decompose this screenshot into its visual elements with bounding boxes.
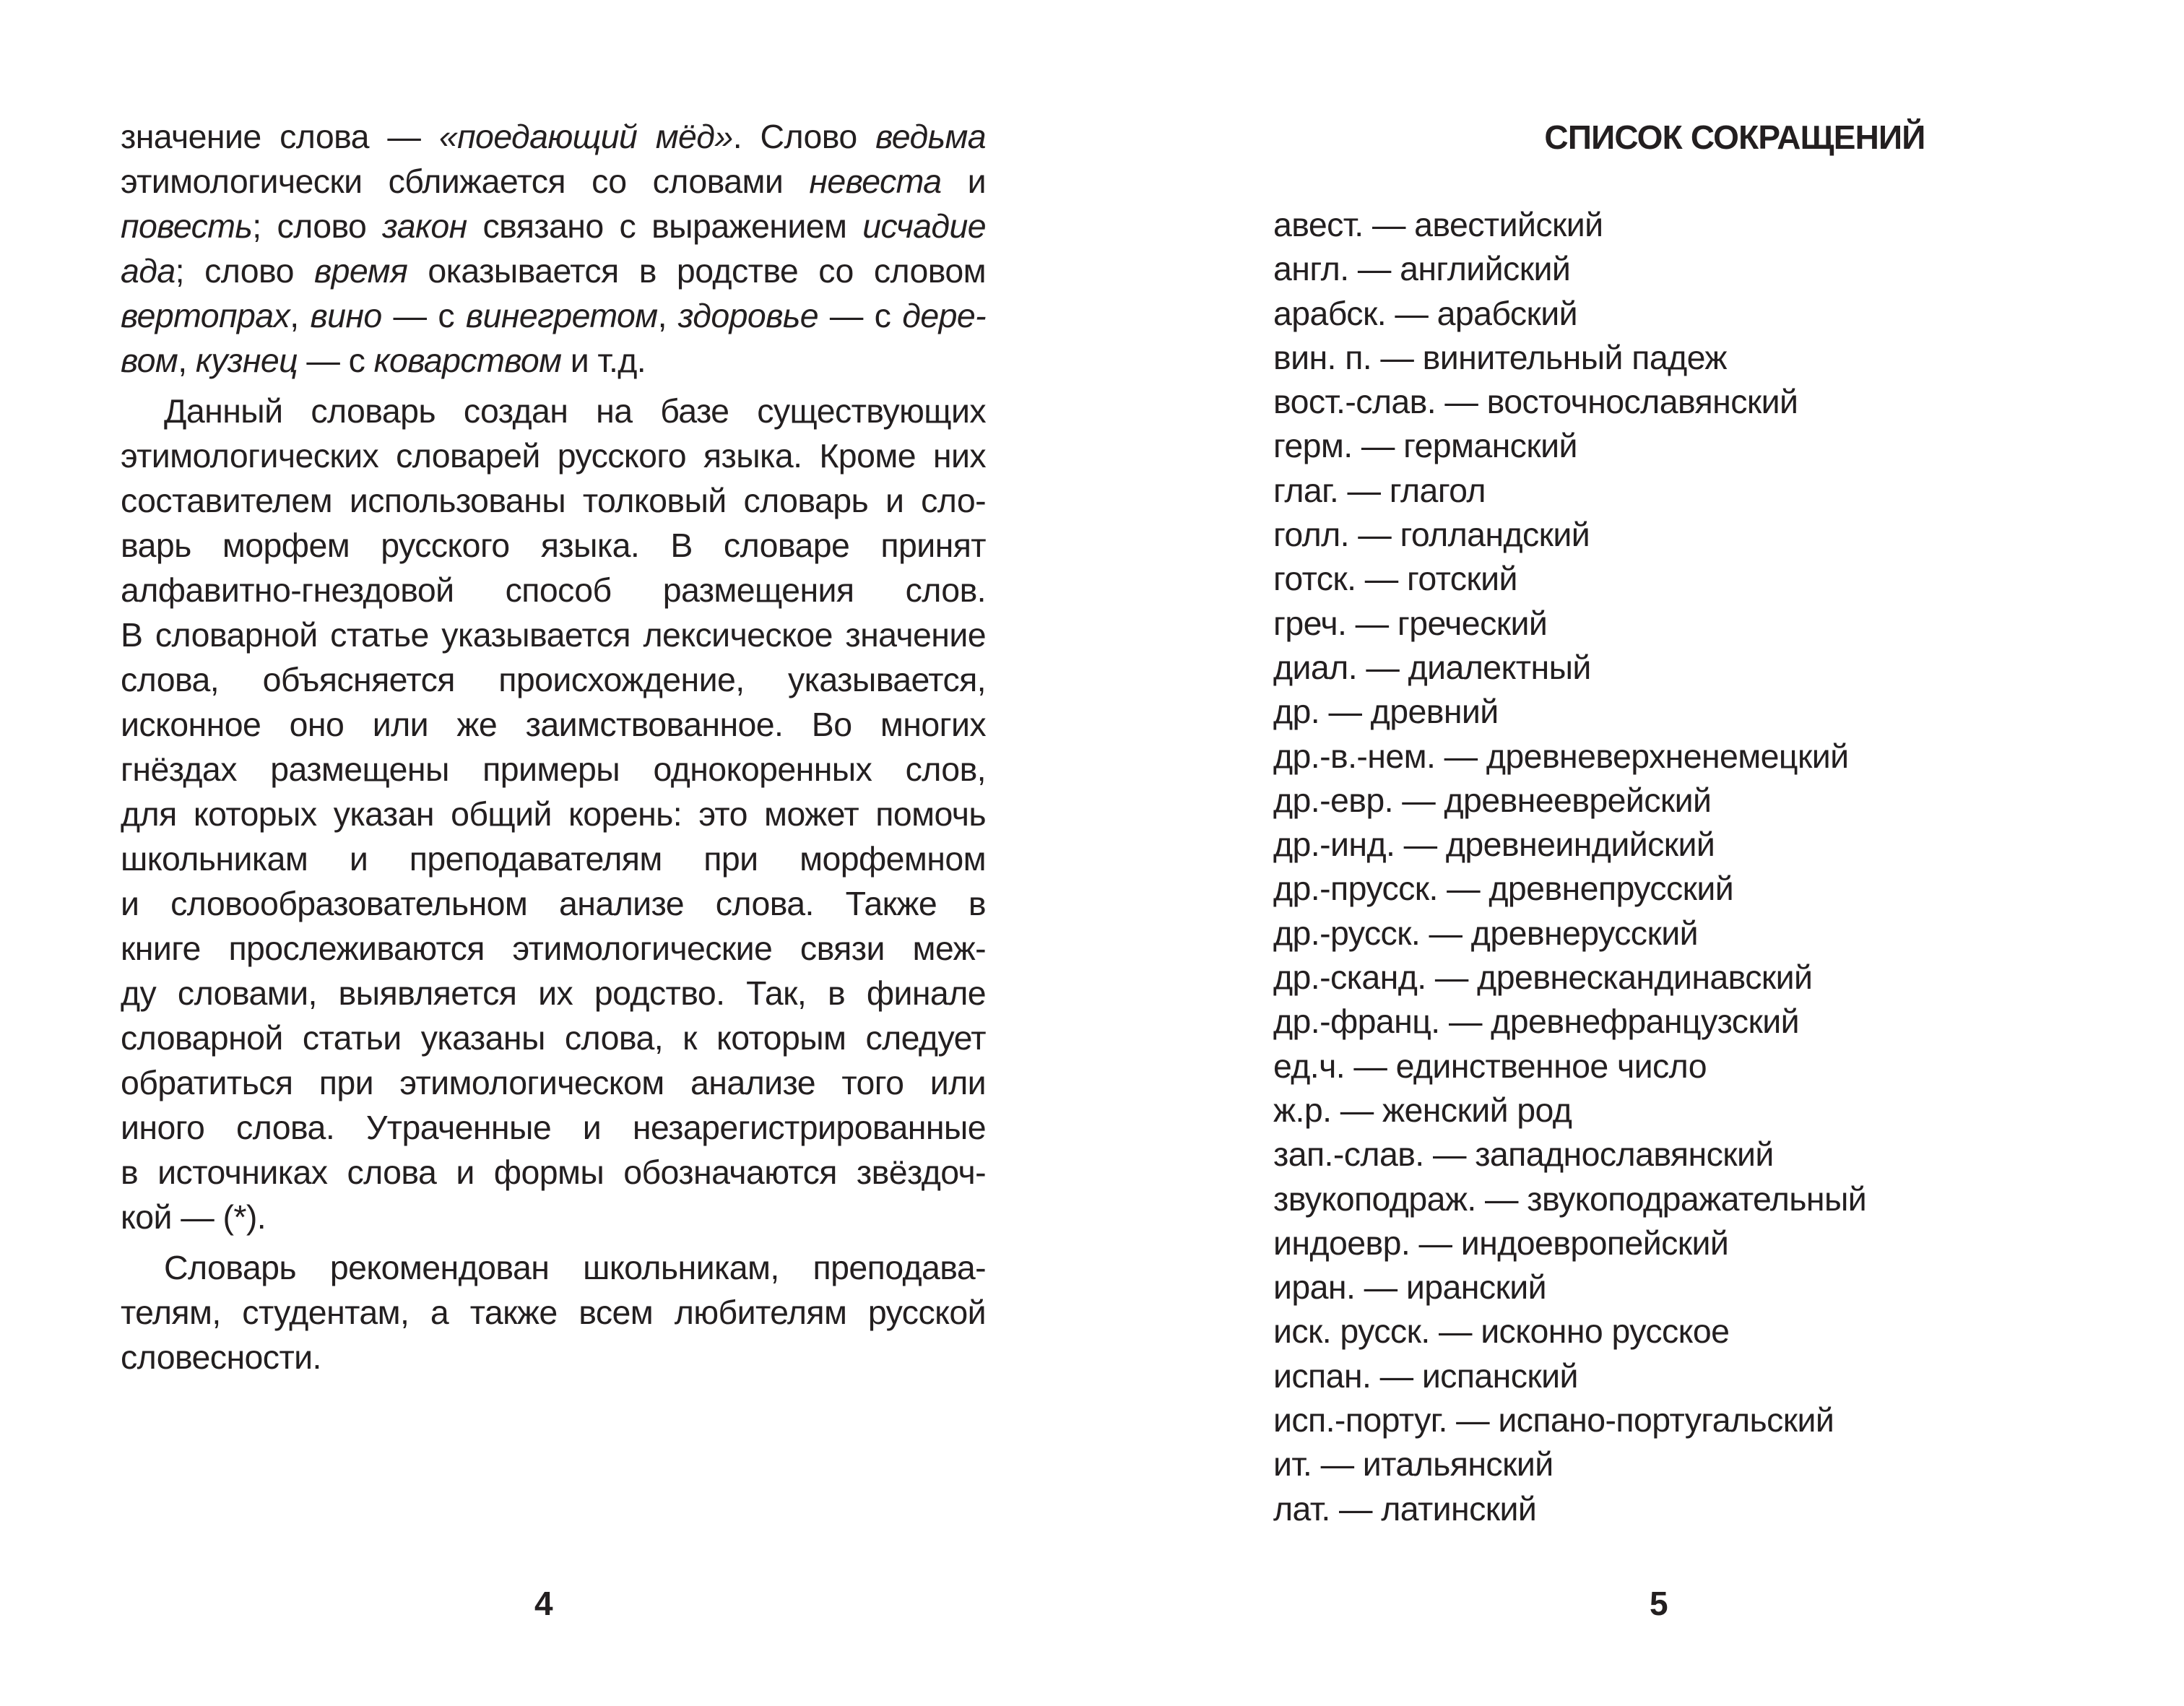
text-run: в источниках слова и формы обозначаются звёздоч- bbox=[121, 1153, 986, 1191]
abbreviation-item bbox=[1273, 1133, 1866, 1177]
abbreviation-item bbox=[1273, 1044, 1866, 1088]
abbreviation: ед.ч. bbox=[1273, 1047, 1346, 1085]
abbreviation-item bbox=[1273, 424, 1866, 468]
abbreviation-item bbox=[1273, 646, 1866, 690]
abbreviation: зап.-слав. bbox=[1273, 1135, 1424, 1174]
text-line bbox=[121, 1105, 986, 1150]
abbreviation: диал. bbox=[1273, 648, 1358, 686]
abbreviation-meaning: винительный падеж bbox=[1422, 338, 1727, 376]
abbreviation-item bbox=[1273, 735, 1866, 779]
text-run: книге прослеживаются этимологические связи меж- bbox=[121, 930, 986, 967]
abbreviation-meaning: глагол bbox=[1389, 471, 1486, 509]
text-run: составителем использованы толковый словарь и сло- bbox=[121, 482, 986, 519]
abbreviation-item bbox=[1273, 912, 1866, 956]
page-number-right: 5 bbox=[1650, 1585, 1668, 1622]
abbreviation: голл. bbox=[1273, 516, 1349, 554]
abbreviation-item bbox=[1273, 867, 1866, 911]
text-run: и bbox=[941, 163, 986, 200]
text-run: , bbox=[290, 297, 311, 334]
abbreviation-meaning: индоевропейский bbox=[1460, 1224, 1729, 1262]
abbreviation-meaning: древнееврейский bbox=[1444, 781, 1712, 819]
abbreviation: англ. bbox=[1273, 250, 1349, 288]
abbreviation: ж.р. bbox=[1273, 1091, 1332, 1129]
abbreviations-title: СПИСОК СОКРАЩЕНИЙ bbox=[1544, 118, 1925, 156]
text-line bbox=[121, 657, 986, 702]
abbreviation-meaning: испано-португальский bbox=[1498, 1401, 1834, 1439]
abbreviation-item bbox=[1273, 380, 1866, 424]
dash-separator: — bbox=[1371, 1356, 1422, 1395]
abbreviation: авест. bbox=[1273, 206, 1364, 243]
abbreviation-meaning: древнерусский bbox=[1470, 914, 1698, 952]
abbreviation-meaning: испанский bbox=[1421, 1356, 1578, 1395]
abbreviation: арабск. bbox=[1273, 294, 1387, 332]
abbreviation-item bbox=[1273, 1487, 1866, 1531]
abbreviation-meaning: германский bbox=[1403, 427, 1577, 465]
text-run: исконное оно или же заимствованное. Во многих bbox=[121, 706, 986, 743]
text-run: Словарь рекомендован школьникам, преподава- bbox=[164, 1249, 986, 1286]
dash-separator: — bbox=[1345, 1047, 1396, 1085]
text-run: кой — (*). bbox=[121, 1198, 266, 1236]
italic-term: ада bbox=[121, 252, 176, 290]
abbreviation: лат. bbox=[1273, 1489, 1330, 1528]
page-number-left: 4 bbox=[534, 1585, 553, 1622]
text-line bbox=[121, 1245, 986, 1290]
dash-separator: — bbox=[1356, 560, 1408, 598]
text-run: и т.д. bbox=[561, 342, 646, 379]
text-run: этимологических словарей русского языка. Кроме них bbox=[121, 437, 986, 475]
abbreviation-item bbox=[1273, 1000, 1866, 1044]
italic-term: вом bbox=[121, 342, 178, 379]
abbreviation-meaning: западнославянский bbox=[1475, 1135, 1774, 1174]
abbreviation-meaning: древнефранцузский bbox=[1491, 1003, 1799, 1041]
dash-separator: — bbox=[1355, 1268, 1406, 1307]
dash-separator: — bbox=[1372, 338, 1423, 376]
text-run: Данный словарь создан на базе существующих bbox=[164, 392, 986, 430]
text-line bbox=[121, 1195, 986, 1239]
abbreviation-meaning: восточнославянский bbox=[1486, 383, 1798, 421]
abbreviations-list bbox=[1273, 203, 1866, 1531]
abbreviation-meaning: греческий bbox=[1397, 604, 1548, 642]
dash-separator: — bbox=[1436, 383, 1487, 421]
text-run: оказывается в родстве со словом bbox=[407, 252, 987, 290]
abbreviation-item bbox=[1273, 203, 1866, 247]
dash-separator: — bbox=[1435, 737, 1486, 775]
text-run: значение слова — bbox=[121, 118, 439, 155]
dash-separator: — bbox=[1424, 1135, 1476, 1174]
text-run: для которых указан общий корень: это может помочь bbox=[121, 795, 986, 833]
italic-term: невеста bbox=[809, 163, 942, 200]
abbreviation-item bbox=[1273, 469, 1866, 513]
abbreviation-item bbox=[1273, 336, 1866, 380]
abbreviation: др.-прусск. bbox=[1273, 870, 1438, 908]
abbreviation-item bbox=[1273, 602, 1866, 646]
text-run: и словообразовательном анализе слова. Также в bbox=[121, 885, 986, 922]
text-line bbox=[121, 204, 986, 248]
abbreviation: готск. bbox=[1273, 560, 1356, 598]
text-line bbox=[121, 747, 986, 792]
abbreviation-item bbox=[1273, 956, 1866, 1000]
abbreviation: вин. п. bbox=[1273, 338, 1372, 376]
abbreviation-item bbox=[1273, 1088, 1866, 1133]
dash-separator: — bbox=[1439, 1003, 1491, 1041]
text-line bbox=[121, 293, 986, 338]
abbreviation-meaning: древнескандинавский bbox=[1477, 958, 1813, 997]
abbreviation-meaning: английский bbox=[1400, 250, 1571, 288]
text-run: — с bbox=[381, 297, 466, 334]
abbreviation-item bbox=[1273, 1398, 1866, 1442]
text-line bbox=[121, 1060, 986, 1105]
text-run: словарной статьи указаны слова, к которым следует bbox=[121, 1019, 986, 1057]
text-line bbox=[121, 926, 986, 971]
text-run: варь морфем русского языка. В словаре принят bbox=[121, 527, 986, 564]
dash-separator: — bbox=[1320, 693, 1371, 731]
dash-separator: — bbox=[1312, 1445, 1363, 1484]
dash-separator: — bbox=[1348, 250, 1400, 288]
abbreviation: др. bbox=[1273, 693, 1320, 731]
text-line bbox=[121, 792, 986, 836]
abbreviation: ит. bbox=[1273, 1445, 1312, 1484]
text-line bbox=[121, 702, 986, 747]
dash-separator: — bbox=[1357, 648, 1408, 686]
text-run: — с bbox=[818, 297, 903, 334]
dash-separator: — bbox=[1331, 1091, 1382, 1129]
abbreviation: греч. bbox=[1273, 604, 1347, 642]
abbreviation-meaning: диалектный bbox=[1408, 648, 1591, 686]
abbreviation-meaning: итальянский bbox=[1362, 1445, 1554, 1484]
dash-separator: — bbox=[1338, 471, 1390, 509]
italic-term: вино bbox=[310, 297, 382, 334]
italic-term: время bbox=[314, 252, 408, 290]
text-run: — с bbox=[298, 342, 374, 379]
text-run: слова, объясняется происхождение, указывается, bbox=[121, 661, 986, 698]
text-line bbox=[121, 478, 986, 523]
text-run: алфавитно-гнездовой способ размещения слов. bbox=[121, 571, 986, 609]
text-line bbox=[121, 881, 986, 926]
abbreviation-meaning: латинский bbox=[1381, 1489, 1537, 1528]
abbreviation-item bbox=[1273, 1177, 1866, 1221]
text-run: этимологически сближается со словами bbox=[121, 163, 810, 200]
abbreviation: др.-франц. bbox=[1273, 1003, 1440, 1041]
abbreviation-item bbox=[1273, 690, 1866, 734]
text-run: В словарной статье указывается лексическое значение bbox=[121, 616, 986, 654]
abbreviation-item bbox=[1273, 1265, 1866, 1309]
abbreviation-meaning: единственное число bbox=[1395, 1047, 1707, 1085]
abbreviation-item bbox=[1273, 1309, 1866, 1354]
text-line bbox=[121, 523, 986, 568]
text-run: , bbox=[178, 342, 196, 379]
abbreviation: герм. bbox=[1273, 427, 1353, 465]
text-line bbox=[121, 248, 986, 293]
text-line bbox=[121, 1016, 986, 1060]
text-run: связано с выражением bbox=[467, 207, 863, 245]
text-run: словесности. bbox=[121, 1338, 321, 1376]
text-line bbox=[121, 338, 986, 383]
dash-separator: — bbox=[1330, 1489, 1382, 1528]
paragraph bbox=[121, 114, 986, 383]
abbreviation: исп.-португ. bbox=[1273, 1401, 1447, 1439]
italic-term: «поедающий мёд» bbox=[438, 118, 733, 155]
text-line bbox=[121, 433, 986, 478]
abbreviation: индоевр. bbox=[1273, 1224, 1410, 1262]
abbreviation-item bbox=[1273, 1221, 1866, 1265]
italic-term: здоровье bbox=[677, 297, 818, 334]
paragraph bbox=[121, 389, 986, 1239]
italic-term: кузнец bbox=[195, 342, 298, 379]
abbreviation-item bbox=[1273, 513, 1866, 557]
abbreviation: глаг. bbox=[1273, 471, 1339, 509]
text-line bbox=[121, 1290, 986, 1335]
abbreviation: др.-сканд. bbox=[1273, 958, 1426, 997]
text-line bbox=[121, 568, 986, 612]
italic-term: ведьма bbox=[875, 118, 987, 155]
dash-separator: — bbox=[1363, 206, 1415, 243]
italic-term: вертопрах bbox=[121, 297, 290, 334]
dash-separator: — bbox=[1392, 781, 1444, 819]
abbreviation: иск. русск. bbox=[1273, 1312, 1430, 1351]
abbreviation-meaning: женский род bbox=[1382, 1091, 1572, 1129]
text-line bbox=[121, 612, 986, 657]
abbreviation: звукоподраж. bbox=[1273, 1179, 1476, 1218]
dash-separator: — bbox=[1352, 427, 1404, 465]
abbreviation-meaning: древнеиндийский bbox=[1445, 826, 1715, 864]
dash-separator: — bbox=[1395, 826, 1446, 864]
italic-term: повесть bbox=[121, 207, 253, 245]
abbreviation: др.-русск. bbox=[1273, 914, 1421, 952]
dash-separator: — bbox=[1426, 958, 1478, 997]
dash-separator: — bbox=[1447, 1401, 1499, 1439]
foreword-body-text bbox=[121, 114, 986, 1385]
text-line bbox=[121, 159, 986, 204]
dash-separator: — bbox=[1410, 1224, 1461, 1262]
abbreviation-meaning: древневерхненемецкий bbox=[1486, 737, 1849, 775]
italic-term: дере- bbox=[902, 297, 987, 334]
text-run: , bbox=[657, 297, 678, 334]
abbreviation: др.-инд. bbox=[1273, 826, 1395, 864]
abbreviation: вост.-слав. bbox=[1273, 383, 1436, 421]
text-run: телям, студентам, а также всем любителям русской bbox=[121, 1294, 986, 1331]
abbreviation-item bbox=[1273, 247, 1866, 291]
dash-separator: — bbox=[1420, 914, 1471, 952]
dash-separator: — bbox=[1476, 1179, 1528, 1218]
abbreviation-meaning: иранский bbox=[1405, 1268, 1546, 1307]
text-line bbox=[121, 971, 986, 1016]
abbreviation: др.-в.-нем. bbox=[1273, 737, 1436, 775]
text-line bbox=[121, 389, 986, 433]
dash-separator: — bbox=[1346, 604, 1398, 642]
abbreviation-item bbox=[1273, 292, 1866, 336]
text-line bbox=[121, 1335, 986, 1380]
text-run: гнёздах размещены примеры однокоренных слов, bbox=[121, 750, 986, 788]
italic-term: закон bbox=[382, 207, 467, 245]
abbreviation-item bbox=[1273, 1354, 1866, 1398]
text-run: иного слова. Утраченные и незарегистрированные bbox=[121, 1109, 986, 1146]
abbreviation-meaning: звукоподражательный bbox=[1527, 1179, 1867, 1218]
abbreviation-item bbox=[1273, 557, 1866, 601]
abbreviation-meaning: древнепрусский bbox=[1488, 870, 1734, 908]
abbreviation: испан. bbox=[1273, 1356, 1372, 1395]
abbreviation: др.-евр. bbox=[1273, 781, 1393, 819]
dash-separator: — bbox=[1429, 1312, 1481, 1351]
text-line bbox=[121, 1150, 986, 1195]
abbreviation-meaning: арабский bbox=[1436, 294, 1577, 332]
text-run: ду словами, выявляется их родство. Так, в финале bbox=[121, 974, 986, 1012]
text-line bbox=[121, 114, 986, 159]
abbreviation-item bbox=[1273, 1442, 1866, 1486]
abbreviation-meaning: голландский bbox=[1400, 516, 1590, 554]
abbreviation-item bbox=[1273, 779, 1866, 823]
abbreviation-meaning: авестийский bbox=[1414, 206, 1603, 243]
text-run: обратиться при этимологическом анализе того или bbox=[121, 1064, 986, 1101]
text-run: . Слово bbox=[732, 118, 876, 155]
dash-separator: — bbox=[1348, 516, 1400, 554]
dash-separator: — bbox=[1386, 294, 1437, 332]
abbreviation-meaning: готский bbox=[1407, 560, 1517, 598]
right-page bbox=[1092, 0, 2184, 1706]
paragraph bbox=[121, 1245, 986, 1380]
abbreviation-meaning: исконно русское bbox=[1481, 1312, 1730, 1351]
text-run: ; слово bbox=[175, 252, 314, 290]
text-run: ; слово bbox=[252, 207, 383, 245]
abbreviation: иран. bbox=[1273, 1268, 1356, 1307]
text-run: школьникам и преподавателям при морфемном bbox=[121, 840, 986, 878]
abbreviation-item bbox=[1273, 823, 1866, 867]
dash-separator: — bbox=[1437, 870, 1489, 908]
abbreviation-meaning: древний bbox=[1370, 693, 1499, 731]
italic-term: винегретом bbox=[465, 297, 658, 334]
italic-term: коварством bbox=[373, 342, 562, 379]
text-line bbox=[121, 836, 986, 881]
italic-term: исчадие bbox=[862, 207, 987, 245]
